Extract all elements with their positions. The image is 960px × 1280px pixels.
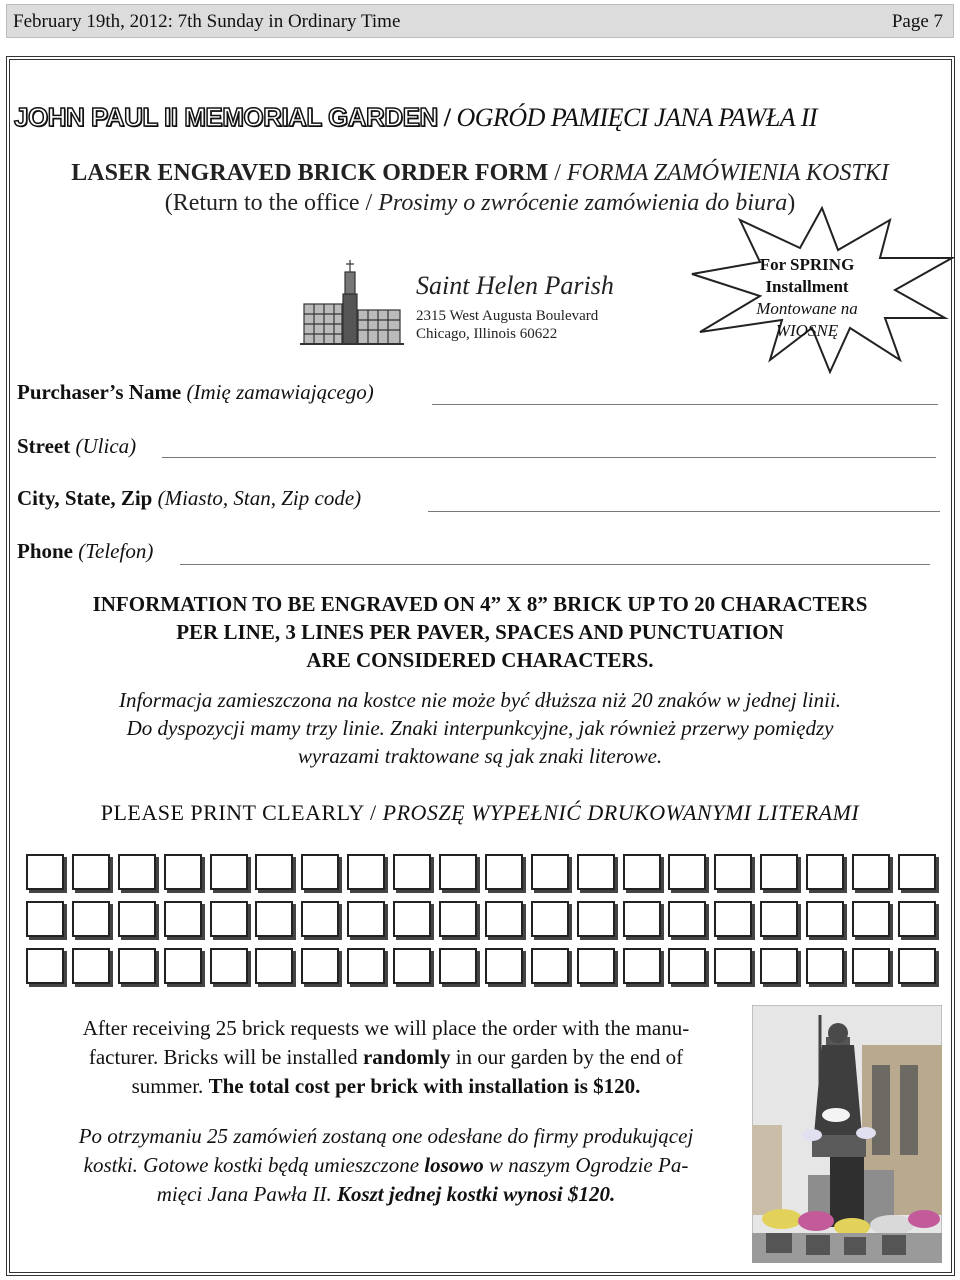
page-title [14, 102, 950, 133]
character-box[interactable] [347, 901, 385, 937]
city-state-zip-label-en: City, State, Zip [17, 486, 153, 510]
character-box[interactable] [439, 901, 477, 937]
character-box[interactable] [760, 854, 798, 890]
character-box[interactable] [898, 901, 936, 937]
starburst-line3: Montowane na [756, 299, 858, 318]
title-english: JOHN PAUL II MEMORIAL GARDEN [14, 102, 438, 132]
character-box[interactable] [623, 901, 661, 937]
return-instruction-english: (Return to the office / [164, 190, 379, 216]
print-clearly-separator: / [364, 800, 383, 825]
character-box[interactable] [255, 901, 293, 937]
order-info-en-line2: facturer. Bricks will be installed randomly in our garden by the end of [88, 1045, 684, 1069]
character-box[interactable] [806, 854, 844, 890]
header-page-number: Page 7 [891, 11, 943, 32]
character-box[interactable] [393, 948, 431, 984]
total-cost-polish: Koszt jednej kostki wynosi $120. [336, 1182, 616, 1206]
phone-label-en: Phone [17, 539, 74, 563]
street-label-en: Street [17, 434, 71, 458]
character-box[interactable] [485, 948, 523, 984]
character-box[interactable] [623, 854, 661, 890]
street-label [17, 434, 136, 459]
engraving-info-pl-line3: wyrazami traktowane są jak znaki literowe. [297, 744, 663, 768]
purchaser-name-label-pl: (Imię zamawiającego) [186, 380, 374, 404]
parish-city: Chicago, Illinois 60622 [416, 326, 558, 342]
character-box[interactable] [852, 854, 890, 890]
church-drawing-icon [300, 260, 404, 344]
return-instruction-close: ) [787, 190, 796, 216]
order-info-pl-line1: Po otrzymaniu 25 zamówień zostaną one odesłane do firmy produkującej [78, 1124, 694, 1148]
engraving-info-pl-line2: Do dyspozycji mamy trzy linie. Znaki interpunkcyjne, jak również przerwy pomiędzy [126, 716, 834, 740]
character-box[interactable] [806, 948, 844, 984]
order-info-polish [26, 1122, 746, 1209]
engraving-info-en-line2: PER LINE, 3 LINES PER PAVER, SPACES AND PUNCTUATION [176, 620, 784, 644]
character-box[interactable] [164, 901, 202, 937]
character-box[interactable] [26, 854, 64, 890]
character-box[interactable] [852, 901, 890, 937]
order-info-en-line1: After receiving 25 brick requests we will place the order with the manu- [82, 1016, 690, 1040]
starburst-line2: Installment [765, 277, 849, 296]
engraving-info-polish [0, 686, 960, 770]
character-box[interactable] [118, 854, 156, 890]
phone-field[interactable] [180, 564, 930, 565]
character-box[interactable] [898, 854, 936, 890]
street-field[interactable] [162, 457, 936, 458]
character-box[interactable] [531, 901, 569, 937]
title-polish: OGRÓD PAMIĘCI JANA PAWŁA II [456, 103, 818, 132]
engraving-info-english [0, 590, 960, 674]
character-box[interactable] [485, 854, 523, 890]
parish-logo [300, 258, 630, 348]
character-box[interactable] [439, 854, 477, 890]
starburst-text [722, 254, 892, 342]
character-box[interactable] [668, 901, 706, 937]
title-separator: / [437, 103, 457, 132]
city-state-zip-label [17, 486, 361, 511]
street-label-pl: (Ulica) [75, 434, 137, 458]
engraving-row-1 [26, 854, 936, 894]
city-state-zip-field[interactable] [428, 511, 940, 512]
return-instruction-polish: Prosimy o zwrócenie zamówienia do biura [378, 190, 788, 216]
form-title-separator: / [548, 160, 567, 186]
character-box[interactable] [668, 948, 706, 984]
character-box[interactable] [623, 948, 661, 984]
city-state-zip-label-pl: (Miasto, Stan, Zip code) [157, 486, 362, 510]
phone-label-pl: (Telefon) [78, 539, 154, 563]
character-box[interactable] [72, 854, 110, 890]
character-box[interactable] [26, 948, 64, 984]
order-info-pl-line2: kostki. Gotowe kostki będą umieszczone losowo w naszym Ogrodzie Pa- [83, 1153, 689, 1177]
engraving-row-2 [26, 901, 936, 941]
character-box[interactable] [118, 948, 156, 984]
character-box[interactable] [72, 901, 110, 937]
character-box[interactable] [531, 854, 569, 890]
character-box[interactable] [164, 854, 202, 890]
character-box[interactable] [301, 948, 339, 984]
character-box[interactable] [577, 948, 615, 984]
character-box[interactable] [210, 854, 248, 890]
print-clearly-instruction [0, 800, 960, 826]
total-cost-english: The total cost per brick with installation is $120. [208, 1074, 641, 1098]
statue-photo [752, 1005, 942, 1263]
character-box[interactable] [118, 901, 156, 937]
character-box[interactable] [714, 854, 752, 890]
character-box[interactable] [714, 901, 752, 937]
randomly-emphasis: randomly [362, 1045, 451, 1069]
character-box[interactable] [439, 948, 477, 984]
engraving-info-en-line1: INFORMATION TO BE ENGRAVED ON 4” X 8” BRICK UP TO 20 CHARACTERS [92, 592, 868, 616]
character-box[interactable] [898, 948, 936, 984]
character-box[interactable] [301, 854, 339, 890]
parish-name: Saint Helen Parish [416, 271, 614, 300]
character-box[interactable] [760, 948, 798, 984]
character-box[interactable] [255, 854, 293, 890]
page-header [6, 4, 954, 38]
purchaser-name-label [17, 380, 374, 405]
purchaser-name-field[interactable] [432, 404, 938, 405]
character-box[interactable] [577, 901, 615, 937]
character-box[interactable] [210, 901, 248, 937]
character-box[interactable] [164, 948, 202, 984]
character-box[interactable] [668, 854, 706, 890]
character-box[interactable] [255, 948, 293, 984]
character-box[interactable] [806, 901, 844, 937]
engraving-info-en-line3: ARE CONSIDERED CHARACTERS. [306, 648, 654, 672]
engraving-info-pl-line1: Informacja zamieszczona na kostce nie może być dłuższa niż 20 znaków w jednej linii. [118, 688, 842, 712]
phone-label [17, 539, 153, 564]
character-box[interactable] [347, 854, 385, 890]
character-box[interactable] [301, 901, 339, 937]
purchaser-name-label-en: Purchaser’s Name [17, 380, 182, 404]
character-box[interactable] [577, 854, 615, 890]
print-clearly-polish: PROSZĘ WYPEŁNIĆ DRUKOWANYMI LITERAMI [382, 800, 860, 825]
character-box[interactable] [26, 901, 64, 937]
engraving-row-3 [26, 948, 936, 988]
starburst-line4: WIOSNĘ [775, 321, 839, 340]
starburst-line1: For SPRING [759, 255, 855, 274]
print-clearly-english: PLEASE PRINT CLEARLY [100, 800, 364, 825]
losowo-emphasis: losowo [424, 1153, 484, 1177]
order-info-pl-line3: mięci Jana Pawła II. Koszt jednej kostki wynosi $120. [156, 1182, 616, 1206]
character-box[interactable] [210, 948, 248, 984]
parish-street: 2315 West Augusta Boulevard [416, 308, 599, 324]
character-box[interactable] [485, 901, 523, 937]
form-title-polish: FORMA ZAMÓWIENIA KOSTKI [566, 160, 889, 186]
character-box[interactable] [347, 948, 385, 984]
character-box[interactable] [852, 948, 890, 984]
character-box[interactable] [393, 901, 431, 937]
character-box[interactable] [393, 854, 431, 890]
character-box[interactable] [72, 948, 110, 984]
order-info-english [26, 1014, 746, 1101]
character-box[interactable] [760, 901, 798, 937]
form-title-english: LASER ENGRAVED BRICK ORDER FORM [71, 160, 549, 186]
character-box[interactable] [714, 948, 752, 984]
order-info-en-line3: summer. The total cost per brick with installation is $120. [131, 1074, 641, 1098]
character-box[interactable] [531, 948, 569, 984]
header-date: February 19th, 2012: 7th Sunday in Ordinary Time [13, 11, 401, 32]
